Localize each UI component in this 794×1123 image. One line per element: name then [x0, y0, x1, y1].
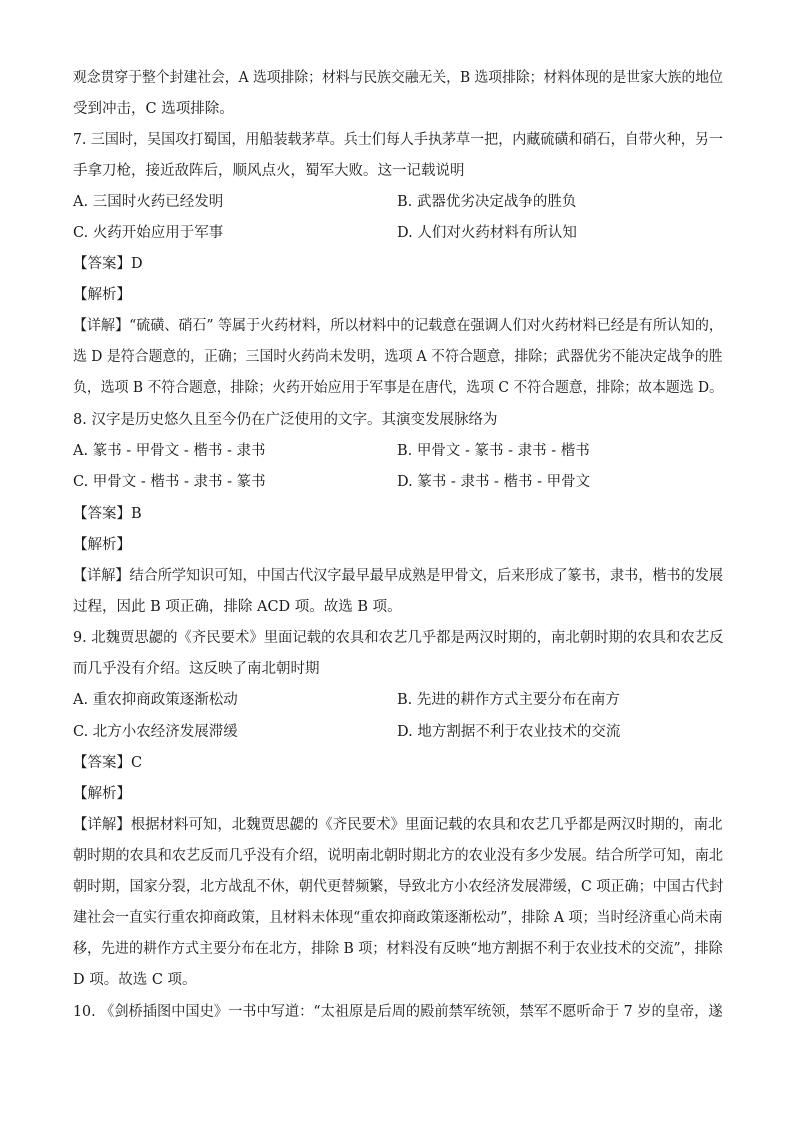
q9-option-c: C. 北方小农经济发展滞缓	[73, 724, 238, 740]
q8-option-c: C. 甲骨文 - 楷书 - 隶书 - 篆书	[73, 474, 266, 490]
q9-detail-line: 朝时期的农具和农艺反而几乎没有介绍，说明南北朝时期北方的农业没有多少发展。结合所学可知，南北	[73, 848, 723, 864]
q7-option-a: A. 三国时火药已经发明	[73, 194, 224, 210]
q8-stem-line: 8. 汉字是历史悠久且至今仍在广泛使用的文字。其演变发展脉络为	[73, 412, 498, 428]
q8-option-a: A. 篆书 - 甲骨文 - 楷书 - 隶书	[73, 443, 266, 459]
q9-answer: 【答案】C	[73, 755, 143, 771]
q9-detail-line: 移，先进的耕作方式主要分布在北方，排除 B 项；材料没有反映“地方割据不利于农业技术的交流”，排除	[73, 941, 723, 957]
q9-option-a: A. 重农抑商政策逐渐松动	[73, 692, 238, 708]
q7-option-d: D. 人们对火药材料有所认知	[397, 225, 577, 241]
intro-line: 观念贯穿于整个封建社会，A 选项排除；材料与民族交融无关，B 选项排除；材料体现的是世家大族的地位	[73, 70, 723, 86]
q9-stem-line: 9. 北魏贾思勰的《齐民要术》里面记载的农具和农艺几乎都是两汉时期的，南北朝时期的农具和农艺反	[73, 630, 724, 646]
q9-stem-line: 而几乎没有介绍。这反映了南北朝时期	[73, 661, 320, 677]
intro-line: 受到冲击，C 选项排除。	[73, 101, 234, 117]
q9-analysis-heading: 【解析】	[73, 786, 131, 802]
q7-detail-line: 负，选项 B 不符合题意，排除；火药开始应用于军事是在唐代，选项 C 不符合题意，排除；故本题选 D。	[73, 380, 723, 396]
q7-stem-line: 手拿刀枪，接近敌阵后，顺风点火，蜀军大败。这一记载说明	[73, 163, 465, 179]
q8-detail-line: 【详解】结合所学知识可知，中国古代汉字最早最早成熟是甲骨文，后来形成了篆书，隶书，楷书的发展	[73, 568, 723, 584]
q8-option-d: D. 篆书 - 隶书 - 楷书 - 甲骨文	[397, 474, 591, 490]
q8-detail-line: 过程，因此 B 项正确，排除 ACD 项。故选 B 项。	[73, 599, 402, 615]
q8-analysis-heading: 【解析】	[73, 537, 131, 553]
q7-detail-line: 【详解】“硫磺、硝石” 等属于火药材料，所以材料中的记载意在强调人们对火药材料已经是有所认知的，	[73, 318, 723, 334]
q7-analysis-heading: 【解析】	[73, 287, 131, 303]
q9-option-d: D. 地方割据不利于农业技术的交流	[397, 724, 621, 740]
q7-option-b: B. 武器优劣决定战争的胜负	[397, 194, 577, 210]
q10-stem-line: 10. 《剑桥插图中国史》一书中写道：“太祖原是后周的殿前禁军统领，禁军不愿听命于 7 岁的皇帝，遂	[73, 1004, 723, 1020]
q8-option-b: B. 甲骨文 - 篆书 - 隶书 - 楷书	[397, 443, 590, 459]
q9-detail-line: 【详解】根据材料可知，北魏贾思勰的《齐民要术》里面记载的农具和农艺几乎都是两汉时期的，南北	[73, 817, 723, 833]
q8-answer: 【答案】B	[73, 506, 142, 522]
q7-stem-line: 7. 三国时，吴国攻打蜀国，用船装载茅草。兵士们每人手执茅草一把，内藏硫磺和硝石，自带火种，另一	[73, 132, 723, 148]
q9-option-b: B. 先进的耕作方式主要分布在南方	[397, 692, 620, 708]
q9-detail-line: 朝时期，国家分裂，北方战乱不休，朝代更替频繁，导致北方小农经济发展滞缓，C 项正确；中国古代封	[73, 879, 724, 895]
q7-option-c: C. 火药开始应用于军事	[73, 225, 224, 241]
q9-detail-line: D 项。故选 C 项。	[73, 972, 197, 988]
q7-answer: 【答案】D	[73, 256, 143, 272]
q7-detail-line: 选 D 是符合题意的，正确；三国时火药尚未发明，选项 A 不符合题意，排除；武器优劣不能决定战争的胜	[73, 349, 723, 365]
q9-detail-line: 建社会一直实行重农抑商政策，且材料未体现“重农抑商政策逐渐松动”，排除 A 项；当时经济重心尚未南	[73, 910, 723, 926]
